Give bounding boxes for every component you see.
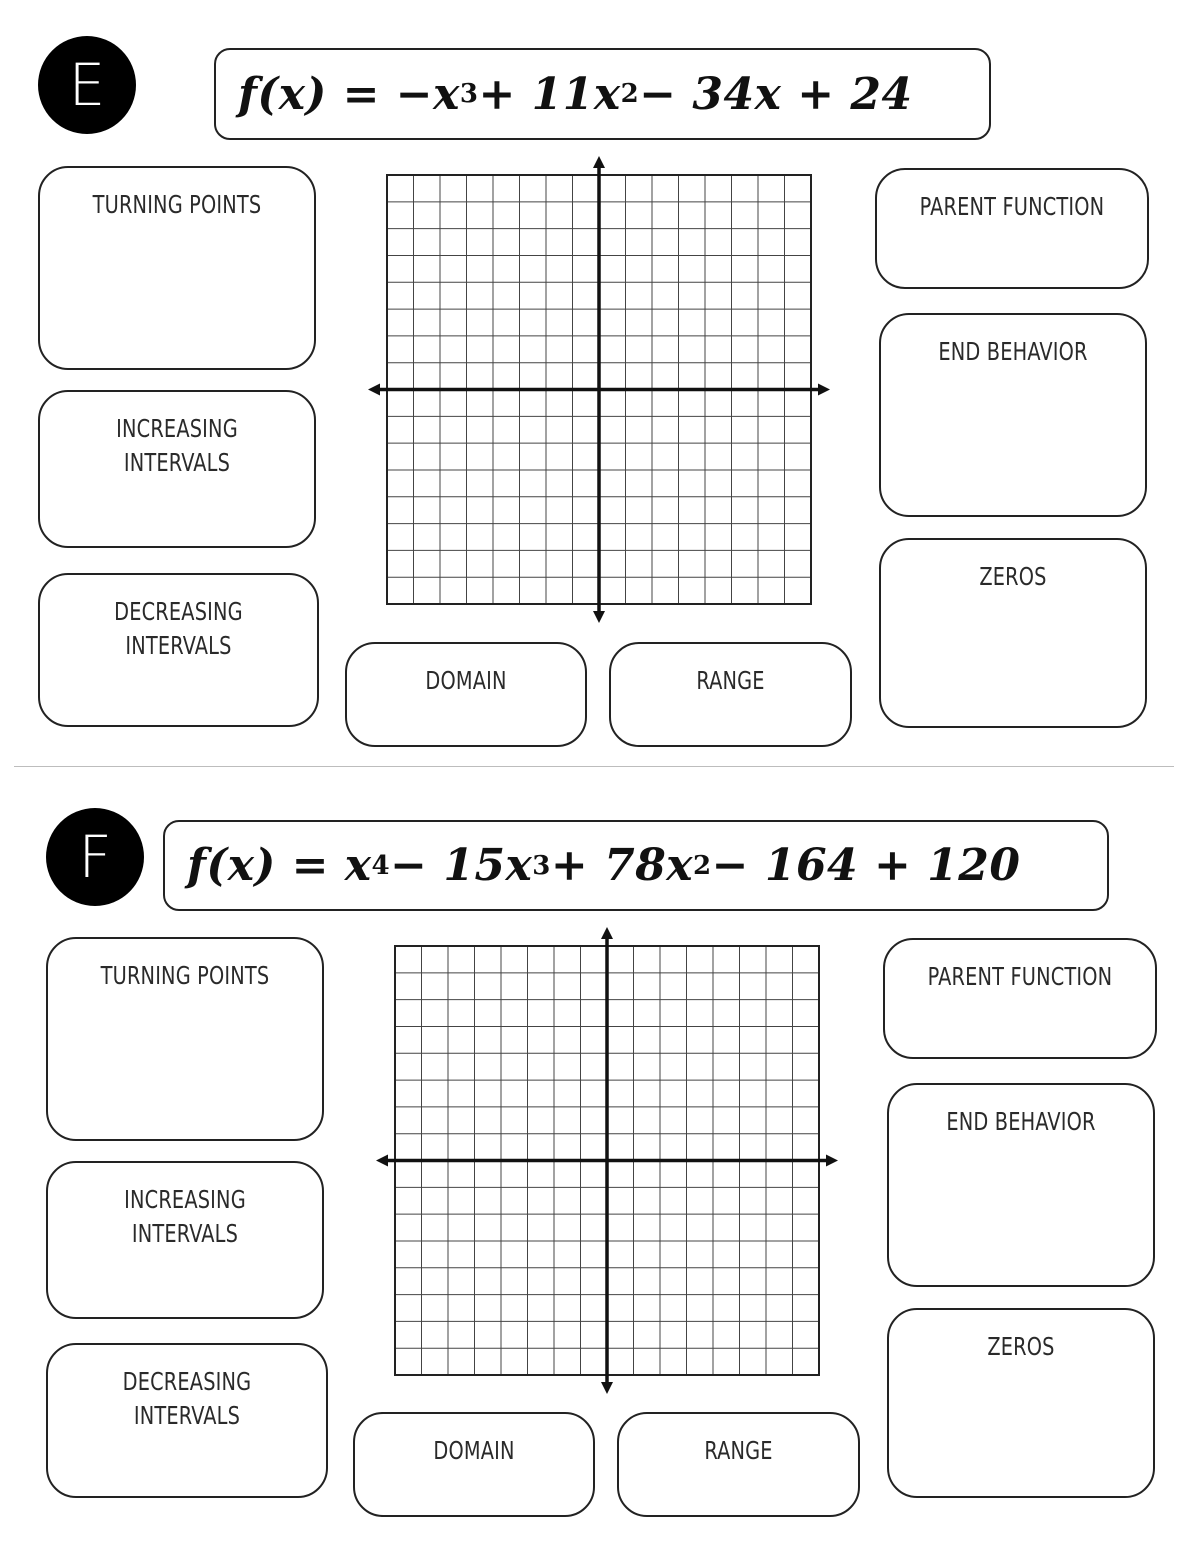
- x-axis-arrow-left: [376, 1155, 388, 1167]
- y-axis-arrow-down: [593, 611, 605, 623]
- decreasing-intervals-label: DECREASING INTERVALS: [122, 1367, 252, 1430]
- function-formula: f(x) = −x 3 + 11x 2 − 34x + 24: [214, 48, 991, 140]
- turning-points-label: TURNING POINTS: [92, 190, 262, 219]
- coordinate-grid[interactable]: [376, 927, 838, 1395]
- range-label: RANGE: [704, 1436, 773, 1465]
- formula-part: f(x) = x: [187, 840, 372, 891]
- end-behavior-box[interactable]: [887, 1083, 1155, 1287]
- formula-part: − 34x + 24: [639, 68, 913, 120]
- zeros-box[interactable]: [879, 538, 1147, 728]
- parent-function-box[interactable]: [883, 938, 1157, 1059]
- function-formula: f(x) = x 4 − 15x 3 + 78x 2 − 164 + 120: [163, 820, 1109, 911]
- formula-part: + 78x: [550, 840, 694, 891]
- formula-part: + 11x: [478, 68, 621, 120]
- end-behavior-label: END BEHAVIOR: [938, 337, 1088, 366]
- range-box[interactable]: [609, 642, 852, 747]
- domain-box[interactable]: [345, 642, 587, 747]
- domain-box[interactable]: [353, 1412, 595, 1517]
- increasing-intervals-box[interactable]: [46, 1161, 324, 1319]
- y-axis-arrow-up: [601, 927, 613, 939]
- turning-points-box[interactable]: [46, 937, 324, 1141]
- end-behavior-box[interactable]: [879, 313, 1147, 517]
- end-behavior-label: END BEHAVIOR: [946, 1107, 1096, 1136]
- increasing-intervals-label: INCREASING INTERVALS: [116, 414, 238, 477]
- formula-part: f(x) = −x: [238, 68, 460, 120]
- problem-letter-badge: [46, 808, 144, 906]
- x-axis-arrow-right: [826, 1155, 838, 1167]
- range-label: RANGE: [696, 666, 765, 695]
- y-axis-arrow-up: [593, 156, 605, 168]
- zeros-box[interactable]: [887, 1308, 1155, 1498]
- problem-letter-badge: [38, 36, 136, 134]
- parent-function-label: PARENT FUNCTION: [927, 962, 1113, 991]
- range-box[interactable]: [617, 1412, 860, 1517]
- parent-function-box[interactable]: [875, 168, 1149, 289]
- domain-label: DOMAIN: [425, 666, 507, 695]
- coordinate-grid[interactable]: [368, 156, 830, 624]
- zeros-label: ZEROS: [979, 562, 1047, 591]
- problem-letter: E: [68, 51, 106, 119]
- parent-function-label: PARENT FUNCTION: [919, 192, 1105, 221]
- x-axis-arrow-right: [818, 384, 830, 396]
- increasing-intervals-label: INCREASING INTERVALS: [124, 1185, 246, 1248]
- turning-points-box[interactable]: [38, 166, 316, 370]
- x-axis-arrow-left: [368, 384, 380, 396]
- domain-label: DOMAIN: [433, 1436, 515, 1465]
- increasing-intervals-box[interactable]: [38, 390, 316, 548]
- turning-points-label: TURNING POINTS: [100, 961, 270, 990]
- problem-letter: F: [78, 823, 112, 891]
- decreasing-intervals-box[interactable]: [46, 1343, 328, 1498]
- y-axis-arrow-down: [601, 1382, 613, 1394]
- section-divider: [14, 766, 1174, 767]
- decreasing-intervals-label: DECREASING INTERVALS: [114, 597, 243, 660]
- formula-part: − 15x: [390, 840, 533, 891]
- zeros-label: ZEROS: [987, 1332, 1055, 1361]
- formula-part: − 164 + 120: [711, 840, 1021, 891]
- decreasing-intervals-box[interactable]: [38, 573, 319, 727]
